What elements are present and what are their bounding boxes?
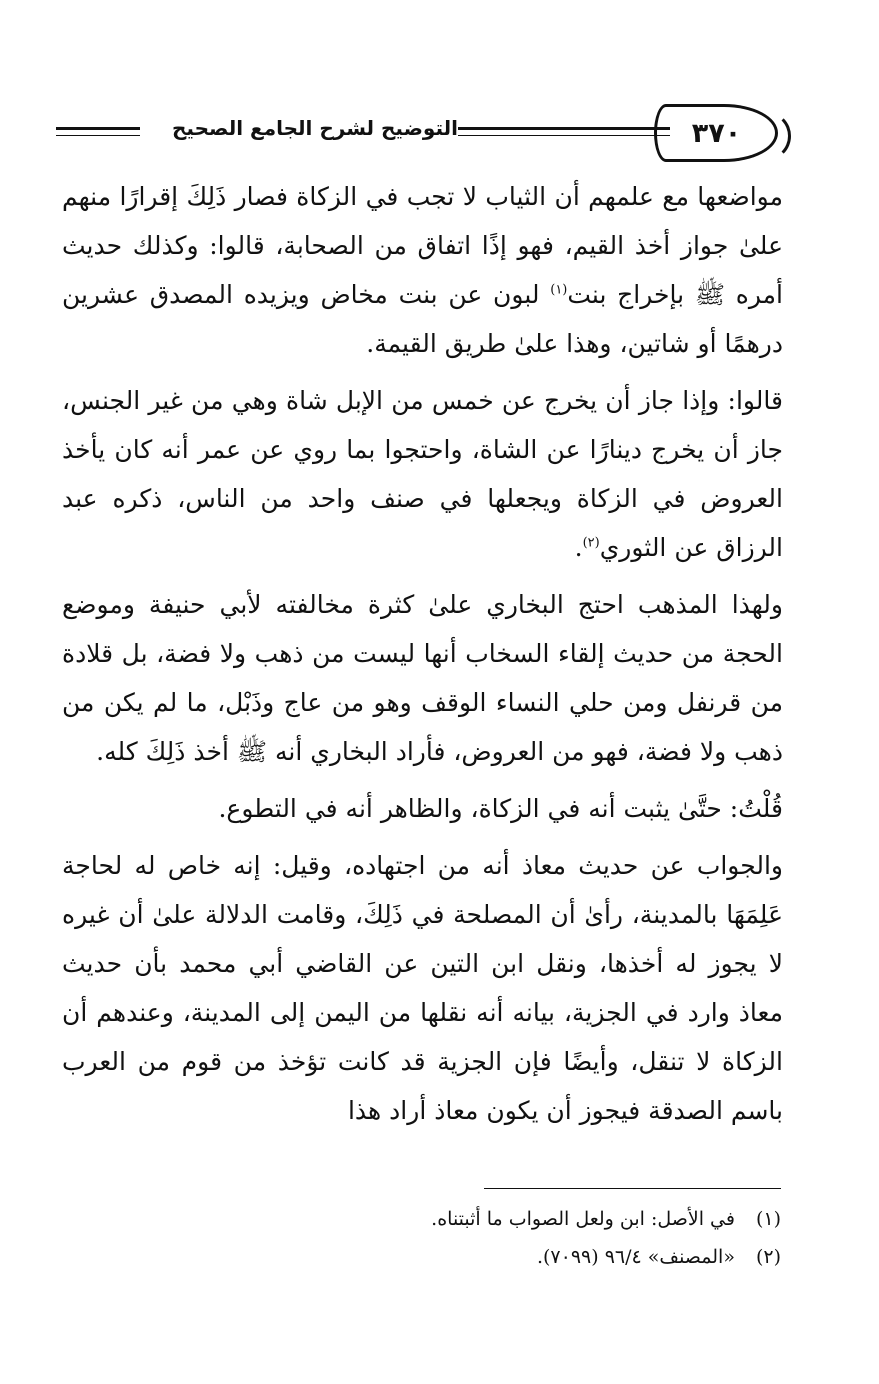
- book-title: التوضيح لشرح الجامع الصحيح: [172, 116, 458, 140]
- footnote-separator: [484, 1188, 781, 1189]
- main-text: [62, 172, 783, 1135]
- paragraph-2: قالوا: وإذا جاز أن يخرج عن خمس من الإبل شاة وهي من غير الجنس، جاز أن يخرج دينارًا عن الشاة، واحتجوا بما روي عن عمر أنه كان يأخذ العروض في الزكاة ويجعلها في صنف واحد من الناس، ذكره عبد الرزاق عن الثوري$^{(٢)}$.: [62, 386, 783, 562]
- footnote-text: «المصنف» ٩٦/٤ (٧٠٩٩).: [536, 1246, 735, 1268]
- footnote-ref-1: (١): [550, 282, 568, 298]
- paragraph-4: قُلْتُ: حتَّىٰ يثبت أنه في الزكاة، والظاهر أنه في التطوع.: [218, 794, 783, 823]
- header-rule-thin: [458, 135, 670, 136]
- header-rule-left-thick: [56, 127, 140, 130]
- footnote-1: [161, 1200, 781, 1238]
- footnote-2: [161, 1238, 781, 1276]
- paragraph-3: ولهذا المذهب احتج البخاري علىٰ كثرة مخالفته لأبي حنيفة وموضع الحجة من حديث إلقاء السخاب أنها ليست من ذهب ولا فضة، بل قلادة من قرنفل ومن حلي النساء الوقف وهو من عاج وذَبْل، ما لم يكن من ذهب ولا فضة، فهو من العروض، فأراد البخاري أنه ﷺ أخذ ذَلِكَ كله.: [62, 590, 783, 766]
- header-rule-thick: [458, 127, 670, 130]
- paragraph-5: والجواب عن حديث معاذ أنه من اجتهاده، وقيل: إنه خاص له لحاجة عَلِمَهَا بالمدينة، رأىٰ أن المصلحة في ذَلِكَ، وقامت الدلالة علىٰ أن غيره لا يجوز له أخذها، ونقل ابن التين عن القاضي أبي محمد بأن حديث معاذ وارد في الجزية، بيانه أنه نقلها من اليمن إلى المدينة، وعندهم أن الزكاة لا تنقل، وأيضًا فإن الجزية قد كانت تؤخذ من قوم من العرب باسم الصدقة فيجوز أن يكون معاذ أراد هذا: [62, 851, 783, 1125]
- footnote-text: في الأصل: ابن ولعل الصواب ما أثبتناه.: [431, 1208, 735, 1230]
- running-header: [56, 104, 778, 162]
- footnotes: [161, 1200, 781, 1276]
- footnote-number: (١): [755, 1208, 781, 1230]
- footnote-ref-2: (٢): [582, 535, 600, 551]
- paragraph-1: مواضعها مع علمهم أن الثياب لا تجب في الزكاة فصار ذَلِكَ إقرارًا منهم علىٰ جواز أخذ القيم، فهو إذًا اتفاق من الصحابة، قالوا: وكذلك حديث أمره ﷺ بإخراج بنت$^{(١)}$ لبون عن بنت مخاض ويزيده المصدق عشرين درهمًا أو شاتين، وهذا علىٰ طريق القيمة.: [62, 182, 783, 358]
- footnote-number: (٢): [755, 1246, 781, 1268]
- page-number: ٣٧٠: [670, 104, 778, 162]
- header-rule-left-thin: [56, 135, 140, 136]
